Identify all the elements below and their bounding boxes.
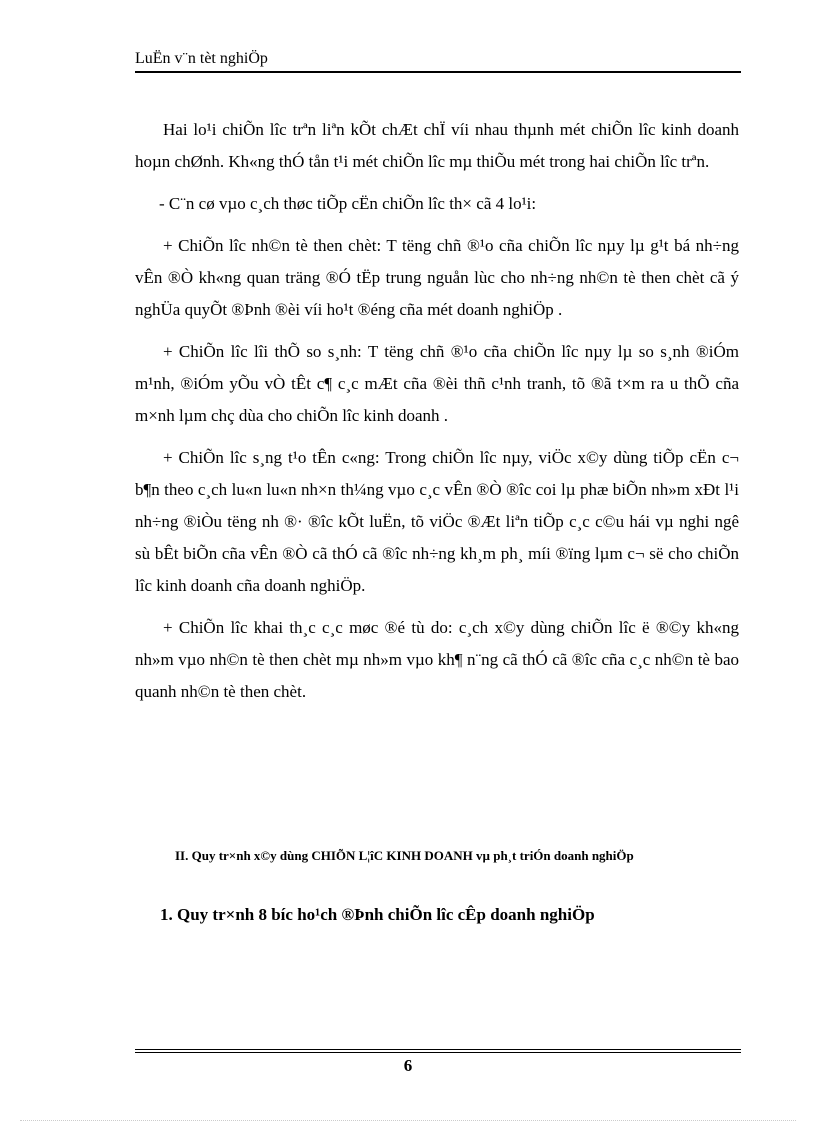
footer-divider	[135, 1049, 741, 1050]
subsection-heading: 1. Quy tr×nh 8 bíc ho¹ch ®Þnh chiÕn lîc cÊp doanh nghiÖp	[160, 905, 595, 924]
paragraph: + ChiÕn lîc s¸ng t¹o tÊn c«ng: Trong chiÕn lîc nµy, viÖc x©y dùng tiÕp cËn c¬ b¶n theo c¸ch lu«n lu«n nh×n th¼ng vµo c¸c vÊn ®Ò ®îc coi lµ phæ biÕn nh»m xÐt l¹i nh÷ng ®iÒu tëng nh ®· ®îc kÕt luËn, tõ viÖc ®Æt liªn tiÕp c¸c c©u hái vµ nghi ngê sù bÊt biÕn cña vÊn ®Ò cã thÓ cã ®îc nh÷ng kh¸m ph¸ míi ®ïng lµm c¬ së cho chiÕn lîc kinh doanh cña doanh nghiÖp.	[135, 448, 739, 595]
paragraph: + ChiÕn lîc nh©n tè then chèt: T tëng chñ ®¹o cña chiÕn lîc nµy lµ g¹t bá nh÷ng vÊn ®Ò kh«ng quan träng ®Ó tËp trung nguån lùc cho nh÷ng nh©n tè then chèt cã ý nghÜa quyÕt ®Þnh ®èi víi ho¹t ®éng cña mét doanh nghiÖp .	[135, 236, 739, 319]
page-number: 6	[403, 1056, 413, 1075]
paragraph: Hai lo¹i chiÕn lîc trªn liªn kÕt chÆt chÏ víi nhau thµnh mét chiÕn lîc kinh doanh hoµn chØnh. Kh«ng thÓ tån t¹i mét chiÕn lîc mµ thiÕu mét trong hai chiÕn lîc trªn.	[135, 120, 739, 171]
paragraph: + ChiÕn lîc lîi thÕ so s¸nh: T tëng chñ ®¹o cña chiÕn lîc nµy lµ so s¸nh ®iÓm m¹nh, ®iÓm yÕu vÒ tÊt c¶ c¸c mÆt cña ®èi thñ c¹nh tranh, tõ ®ã t×m ra u thÕ cña m×nh lµm chç dùa cho chiÕn lîc kinh doanh .	[135, 342, 739, 425]
paragraph: + ChiÕn lîc khai th¸c c¸c møc ®é tù do: c¸ch x©y dùng chiÕn lîc ë ®©y kh«ng nh»m vµo nh©n tè then chèt mµ nh»m vµo kh¶ n¨ng cã thÓ cã ®îc cña c¸c nh©n tè bao quanh nh©n tè then chèt.	[135, 618, 739, 701]
running-header: LuËn v¨n tèt nghiÖp	[135, 50, 268, 67]
page-edge	[20, 1120, 796, 1121]
header-divider	[135, 71, 741, 73]
footer-divider	[135, 1052, 741, 1053]
section-heading: II. Quy tr×nh x©y dùng CHIÕN L¦îC KINH DOANH vµ ph¸t triÓn doanh nghiÖp	[175, 848, 634, 863]
body-text	[135, 114, 739, 718]
paragraph: - C¨n cø vµo c¸ch thøc tiÕp cËn chiÕn lîc th× cã 4 lo¹i:	[159, 194, 537, 213]
